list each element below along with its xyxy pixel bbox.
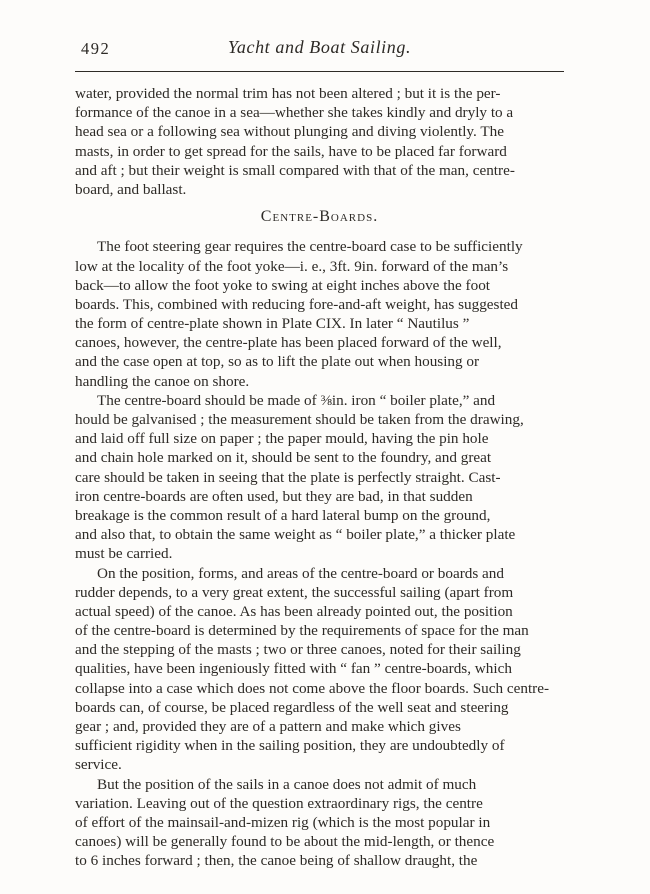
text-line: head sea or a following sea without plunging and diving violently. The xyxy=(75,123,504,141)
paragraph xyxy=(75,237,564,391)
text-line: gear ; and, provided they are of a pattern and make which gives xyxy=(75,718,461,736)
text-line: to 6 inches forward ; then, the canoe being of shallow draught, the xyxy=(75,852,478,870)
text-line: board, and ballast. xyxy=(75,180,187,198)
text-line: and also that, to obtain the same weight as “ boiler plate,” a thicker plate xyxy=(75,526,516,544)
page-body xyxy=(75,84,564,871)
text-line: service. xyxy=(75,756,122,774)
text-line: and the stepping of the masts ; two or three canoes, noted for their sailing xyxy=(75,641,521,659)
header-rule xyxy=(75,71,564,72)
paragraph xyxy=(75,775,564,871)
text-line: back—to allow the foot yoke to swing at eight inches above the foot xyxy=(75,276,491,294)
text-line: rudder depends, to a very great extent, the successful sailing (apart from xyxy=(75,583,514,601)
text-line: But the position of the sails in a canoe does not admit of much xyxy=(97,775,477,793)
text-line: water, provided the normal trim has not been altered ; but it is the per- xyxy=(75,85,501,102)
text-line: the form of centre-plate shown in Plate CIX. In later “ Nautilus ” xyxy=(75,315,470,333)
text-line: and the case open at top, so as to lift the plate out when housing or xyxy=(75,353,480,371)
text-line: The foot steering gear requires the centre-board case to be sufficiently xyxy=(97,238,523,256)
text-line: The centre-board should be made of ⅜in. iron “ boiler plate,” and xyxy=(97,391,496,409)
text-line: low at the locality of the foot yoke—i. e., 3ft. 9in. forward of the man’s xyxy=(75,257,509,275)
text-line: canoes, however, the centre-plate has been placed forward of the well, xyxy=(75,334,502,352)
text-line: of effort of the mainsail-and-mizen rig (which is the most popular in xyxy=(75,813,491,831)
text-line: must be carried. xyxy=(75,545,173,563)
text-line: breakage is the common result of a hard lateral bump on the ground, xyxy=(75,506,491,524)
text-line: masts, in order to get spread for the sails, have to be placed far forward xyxy=(75,142,507,160)
text-line: sufficient rigidity when in the sailing position, they are undoubtedly of xyxy=(75,737,505,755)
text-line: qualities, have been ingeniously fitted with “ fan ” centre-boards, which xyxy=(75,660,512,678)
text-line: and aft ; but their weight is small compared with that of the man, centre- xyxy=(75,161,515,179)
paragraph xyxy=(75,84,564,199)
text-line: canoes) will be generally found to be about the mid-length, or thence xyxy=(75,833,495,851)
text-line: iron centre-boards are often used, but they are bad, in that sudden xyxy=(75,487,473,505)
text-line: of the centre-board is determined by the requirements of space for the man xyxy=(75,622,529,640)
text-line: and laid off full size on paper ; the paper mould, having the pin hole xyxy=(75,430,489,448)
text-line: boards can, of course, be placed regardless of the well seat and steering xyxy=(75,698,509,716)
page-number: 492 xyxy=(81,39,111,58)
text-line: and chain hole marked on it, should be sent to the foundry, and great xyxy=(75,449,492,467)
text-line: collapse into a case which does not come above the floor boards. Such centre- xyxy=(75,679,550,697)
page-header xyxy=(75,37,564,73)
text-line: handling the canoe on shore. xyxy=(75,372,250,390)
running-title: Yacht and Boat Sailing. xyxy=(227,37,412,57)
paragraph xyxy=(75,564,564,775)
text-line: care should be taken in seeing that the plate is perfectly straight. Cast- xyxy=(75,468,501,486)
text-line: variation. Leaving out of the question extraordinary rigs, the centre xyxy=(75,794,483,812)
text-line: boards. This, combined with reducing fore-and-aft weight, has suggested xyxy=(75,295,518,313)
section-heading: Centre-Boards. xyxy=(260,208,379,226)
text-line: hould be galvanised ; the measurement should be taken from the drawing, xyxy=(75,411,524,429)
text-line: actual speed) of the canoe. As has been already pointed out, the position xyxy=(75,602,513,620)
text-line: formance of the canoe in a sea—whether she takes kindly and dryly to a xyxy=(75,104,514,122)
paragraph xyxy=(75,391,564,564)
text-line: On the position, forms, and areas of the centre-board or boards and xyxy=(97,564,504,582)
